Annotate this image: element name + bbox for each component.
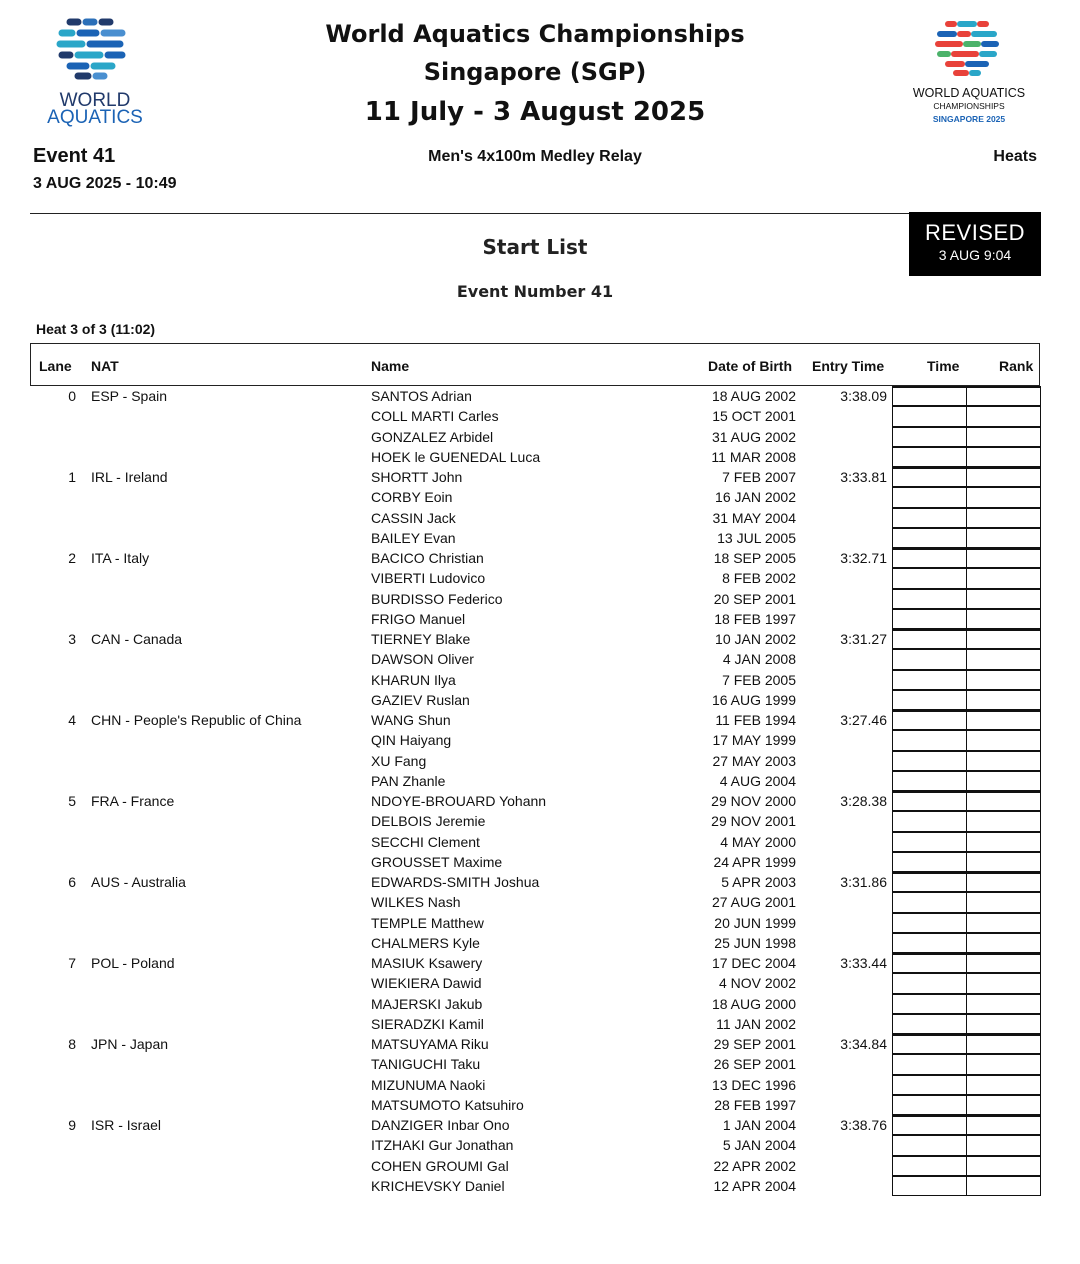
swimmer-dob: 22 APR 2002 [713,1157,796,1174]
table-row [30,710,1041,730]
time-cell [892,447,967,467]
rank-cell [966,447,1041,467]
swimmer-dob: 5 APR 2003 [721,874,796,890]
time-cell [892,710,967,730]
team-nation: ISR - Israel [91,1117,162,1133]
table-row [30,953,1041,973]
swimmer-dob: 1 JAN 2004 [722,1117,796,1133]
entry-time: 3:33.81 [840,469,887,485]
swimmer-name: WANG Shun [371,712,451,728]
world-aquatics-mark-icon [30,14,160,134]
swimmer-name: MAJERSKI Jakub [371,995,483,1012]
swimmer-name: SHORTT John [371,469,463,485]
event-number: Event Number 41 [456,282,614,301]
col-lane: Lane [39,358,72,374]
time-cell [892,1176,967,1196]
swimmer-name: TEMPLE Matthew [371,914,484,931]
time-cell [892,528,967,548]
team-nation: CAN - Canada [91,631,183,647]
rank-cell [966,973,1041,993]
swimmer-dob: 5 JAN 2004 [722,1137,796,1154]
swimmer-name: MATSUYAMA Riku [371,1036,489,1052]
table-row [30,1115,1041,1135]
swimmer-name: MASIUK Ksawery [371,955,483,971]
rank-cell [966,791,1041,811]
swimmer-dob: 11 FEB 1994 [715,712,796,728]
team-nation: ESP - Spain [91,388,168,404]
table-row [30,386,1041,406]
time-cell [892,649,967,669]
swimmer-name: SANTOS Adrian [371,388,472,404]
table-row [30,751,1041,771]
team-nation: POL - Poland [91,955,175,971]
table-row [30,872,1041,892]
entry-time: 3:33.44 [840,955,887,971]
table-row [30,852,1041,872]
lane-number: 7 [68,955,76,971]
rank-cell [966,568,1041,588]
rank-cell [966,730,1041,750]
swimmer-name: CORBY Eoin [371,489,453,506]
revised-badge [909,212,1041,276]
rank-cell [966,751,1041,771]
team-nation: AUS - Australia [91,874,186,890]
swimmer-dob: 29 NOV 2001 [711,813,796,830]
rank-cell [966,670,1041,690]
table-row [30,1034,1041,1054]
swimmer-name: BURDISSO Federico [371,590,503,607]
swimmer-name: GROUSSET Maxime [371,853,503,870]
swimmer-dob: 4 JAN 2008 [722,651,796,668]
swimmer-dob: 13 DEC 1996 [711,1076,796,1093]
championship-location: Singapore (SGP) [423,58,647,86]
rank-cell [966,589,1041,609]
rank-cell [966,1176,1041,1196]
lane-number: 9 [68,1117,76,1133]
swimmer-name: SIERADZKI Kamil [371,1015,484,1032]
swimmer-dob: 4 NOV 2002 [718,975,796,992]
rank-cell [966,872,1041,892]
logo-word-world-aquatics: WORLD AQUATICS [912,86,1026,100]
table-row [30,1095,1041,1115]
swimmer-dob: 12 APR 2004 [713,1177,796,1194]
table-row [30,892,1041,912]
rank-cell [966,892,1041,912]
rank-cell [966,629,1041,649]
table-row [30,629,1041,649]
list-title: Start List [482,235,588,259]
time-cell [892,953,967,973]
lane-number: 8 [68,1036,76,1052]
swimmer-dob: 4 MAY 2000 [720,833,796,850]
table-row [30,994,1041,1014]
entry-time: 3:38.09 [840,388,887,404]
rank-cell [966,852,1041,872]
swimmer-name: MIZUNUMA Naoki [371,1076,486,1093]
swimmer-dob: 26 SEP 2001 [713,1056,796,1073]
rank-cell [966,427,1041,447]
logo-word-aquatics: AQUATICS [47,107,143,128]
swimmer-dob: 29 NOV 2000 [711,793,796,809]
time-cell [892,1115,967,1135]
table-row [30,1075,1041,1095]
event-datetime: 3 AUG 2025 - 10:49 [33,175,177,192]
swimmer-name: GONZALEZ Arbidel [371,428,494,445]
time-cell [892,832,967,852]
col-time: Time [927,358,960,374]
singapore-2025-logo [896,16,1042,128]
swimmer-dob: 31 MAY 2004 [712,509,796,526]
table-row [30,1135,1041,1155]
col-entry-time: Entry Time [812,358,885,374]
table-row [30,649,1041,669]
time-cell [892,508,967,528]
rank-cell [966,710,1041,730]
team-nation: JPN - Japan [91,1036,169,1052]
entry-time: 3:32.71 [840,550,887,566]
swimmer-dob: 4 AUG 2004 [719,772,796,789]
table-row [30,467,1041,487]
rank-cell [966,953,1041,973]
swimmer-dob: 25 JUN 1998 [714,934,796,951]
col-rank: Rank [999,358,1034,374]
logo-word-world: WORLD [59,90,131,111]
rank-cell [966,508,1041,528]
table-row [30,548,1041,568]
time-cell [892,994,967,1014]
swimmer-dob: 18 FEB 1997 [714,610,796,627]
entry-time: 3:31.27 [840,631,887,647]
swimmer-name: TANIGUCHI Taku [371,1056,481,1073]
time-cell [892,872,967,892]
rank-cell [966,913,1041,933]
rank-cell [966,832,1041,852]
swimmer-dob: 29 SEP 2001 [713,1036,796,1052]
swimmer-name: TIERNEY Blake [371,631,471,647]
time-cell [892,973,967,993]
rank-cell [966,933,1041,953]
entry-time: 3:38.76 [840,1117,887,1133]
time-cell [892,1054,967,1074]
team-nation: IRL - Ireland [91,469,168,485]
entry-time: 3:27.46 [840,712,887,728]
rank-cell [966,811,1041,831]
time-cell [892,1014,967,1034]
swimmer-dob: 27 AUG 2001 [711,894,796,911]
swimmer-dob: 13 JUL 2005 [717,529,796,546]
swimmer-name: GAZIEV Ruslan [371,691,470,708]
lane-number: 0 [68,388,76,404]
time-cell [892,913,967,933]
world-aquatics-logo [30,14,160,134]
swimmer-name: DANZIGER Inbar Ono [371,1117,510,1133]
table-row [30,609,1041,629]
swimmer-name: WIEKIERA Dawid [371,975,482,992]
revised-label: REVISED [924,220,1026,245]
swimmer-dob: 18 SEP 2005 [713,550,796,566]
time-cell [892,811,967,831]
time-cell [892,1135,967,1155]
rank-cell [966,1054,1041,1074]
table-row [30,1176,1041,1196]
rank-cell [966,649,1041,669]
table-row [30,568,1041,588]
rank-cell [966,771,1041,791]
event-round: Heats [993,148,1037,165]
rank-cell [966,1156,1041,1176]
lane-number: 6 [68,874,76,890]
time-cell [892,791,967,811]
entry-time: 3:31.86 [840,874,887,890]
swimmer-name: MATSUMOTO Katsuhiro [371,1096,524,1113]
time-cell [892,589,967,609]
swimmer-name: CASSIN Jack [371,509,456,526]
entry-time: 3:34.84 [840,1036,887,1052]
event-label: Event 41 [33,145,116,167]
swimmer-dob: 17 DEC 2004 [711,955,796,971]
time-cell [892,852,967,872]
time-cell [892,933,967,953]
lane-number: 3 [68,631,76,647]
swimmer-name: COHEN GROUMI Gal [371,1157,509,1174]
logo-word-singapore: SINGAPORE 2025 [932,114,1006,124]
rank-cell [966,487,1041,507]
table-row [30,913,1041,933]
lane-number: 4 [68,712,76,728]
swimmer-dob: 18 AUG 2002 [711,388,796,404]
rank-cell [966,386,1041,406]
time-cell [892,690,967,710]
time-cell [892,730,967,750]
table-row [30,771,1041,791]
swimmer-name: FRIGO Manuel [371,610,466,627]
championship-dates: 11 July - 3 August 2025 [364,97,706,127]
swimmer-name: COLL MARTI Carles [371,408,499,425]
time-cell [892,386,967,406]
rank-cell [966,609,1041,629]
swimmer-name: DAWSON Oliver [371,651,474,668]
swimmer-dob: 18 AUG 2000 [711,995,796,1012]
table-row [30,690,1041,710]
revised-time: 3 AUG 9:04 [938,247,1012,263]
col-dob: Date of Birth [708,358,792,374]
time-cell [892,467,967,487]
swimmer-dob: 27 MAY 2003 [712,752,796,769]
col-nat: NAT [91,358,119,374]
table-row [30,1156,1041,1176]
team-nation: CHN - People's Republic of China [91,712,302,728]
table-row [30,791,1041,811]
time-cell [892,1156,967,1176]
table-row [30,487,1041,507]
rank-cell [966,467,1041,487]
time-cell [892,406,967,426]
table-row [30,508,1041,528]
swimmer-dob: 31 AUG 2002 [711,428,796,445]
rank-cell [966,1095,1041,1115]
table-row [30,670,1041,690]
time-cell [892,1034,967,1054]
swimmer-dob: 28 FEB 1997 [714,1096,796,1113]
swimmer-dob: 16 JAN 2002 [715,489,796,506]
swimmer-name: NDOYE-BROUARD Yohann [371,793,547,809]
table-row [30,406,1041,426]
swimmer-dob: 17 MAY 1999 [712,732,796,749]
rank-cell [966,1075,1041,1095]
entry-time: 3:28.38 [840,793,887,809]
logo-word-championships: CHAMPIONSHIPS [933,101,1005,111]
time-cell [892,1095,967,1115]
time-cell [892,892,967,912]
time-cell [892,609,967,629]
header-divider [30,213,910,214]
rank-cell [966,406,1041,426]
swimmer-dob: 7 FEB 2005 [722,671,796,688]
swimmer-name: ITZHAKI Gur Jonathan [371,1137,514,1154]
team-nation: ITA - Italy [91,550,150,566]
swimmer-name: PAN Zhanle [371,772,446,789]
swimmer-name: WILKES Nash [371,894,461,911]
team-nation: FRA - France [91,793,175,809]
rank-cell [966,1014,1041,1034]
event-name: Men's 4x100m Medley Relay [428,148,642,165]
time-cell [892,568,967,588]
swimmer-dob: 20 JUN 1999 [714,914,796,931]
swimmer-name: SECCHI Clement [371,833,480,850]
table-row [30,933,1041,953]
time-cell [892,670,967,690]
table-row [30,427,1041,447]
lane-number: 5 [68,793,76,809]
lane-number: 2 [68,550,76,566]
swimmer-name: BACICO Christian [371,550,484,566]
swimmer-dob: 8 FEB 2002 [722,570,796,587]
lane-number: 1 [68,469,76,485]
swimmer-name: XU Fang [371,752,427,769]
start-list-table [30,386,1041,1196]
swimmer-dob: 11 JAN 2002 [716,1015,796,1032]
table-row [30,528,1041,548]
swimmer-dob: 24 APR 1999 [713,853,796,870]
rank-cell [966,994,1041,1014]
time-cell [892,771,967,791]
rank-cell [966,690,1041,710]
table-row [30,1014,1041,1034]
rank-cell [966,528,1041,548]
table-row [30,973,1041,993]
swimmer-dob: 16 AUG 1999 [711,691,796,708]
time-cell [892,751,967,771]
time-cell [892,487,967,507]
swimmer-name: HOEK le GUENEDAL Luca [371,448,541,465]
swimmer-dob: 11 MAR 2008 [711,448,796,465]
swimmer-name: EDWARDS-SMITH Joshua [371,874,540,890]
swimmer-name: KHARUN Ilya [371,671,456,688]
rank-cell [966,1115,1041,1135]
heat-label: Heat 3 of 3 (11:02) [36,321,156,337]
col-name: Name [371,358,410,374]
swimmer-name: DELBOIS Jeremie [371,813,486,830]
time-cell [892,548,967,568]
swimmer-name: VIBERTI Ludovico [371,570,486,587]
championships-mark-icon [896,16,1042,128]
rank-cell [966,1034,1041,1054]
swimmer-dob: 20 SEP 2001 [713,590,796,607]
time-cell [892,427,967,447]
table-row [30,447,1041,467]
championship-title: World Aquatics Championships [325,20,745,48]
rank-cell [966,548,1041,568]
time-cell [892,629,967,649]
table-row [30,1054,1041,1074]
rank-cell [966,1135,1041,1155]
table-row [30,811,1041,831]
swimmer-name: KRICHEVSKY Daniel [371,1177,505,1194]
swimmer-dob: 7 FEB 2007 [722,469,796,485]
swimmer-name: QIN Haiyang [371,732,452,749]
table-row [30,730,1041,750]
swimmer-name: BAILEY Evan [371,529,456,546]
swimmer-dob: 10 JAN 2002 [715,631,796,647]
swimmer-dob: 15 OCT 2001 [712,408,796,425]
swimmer-name: CHALMERS Kyle [371,934,480,951]
table-row [30,832,1041,852]
table-row [30,589,1041,609]
table-header [30,343,1040,386]
time-cell [892,1075,967,1095]
